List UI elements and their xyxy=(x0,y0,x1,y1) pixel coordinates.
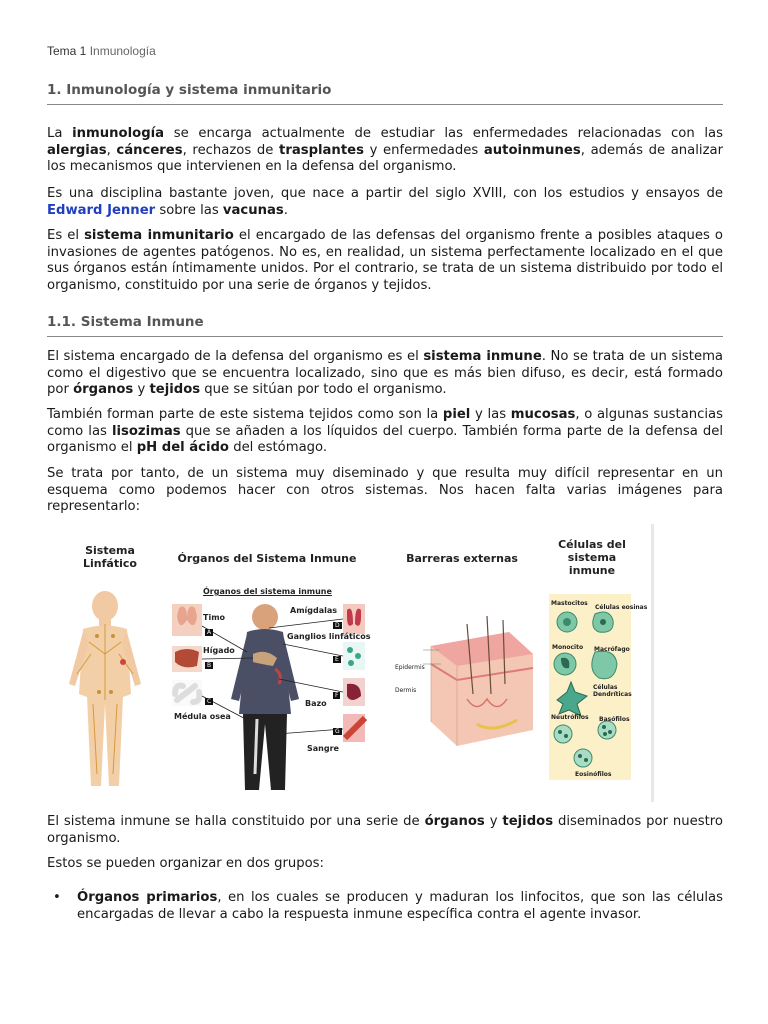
list-item: • Órganos primarios, en los cuales se producen y maduran los linfocitos, que son las células encargadas de llevar a cabo la respuesta inmune específica contra el agente invasor. xyxy=(53,890,723,922)
organs-subtitle: Órganos del sistema inmune xyxy=(203,587,332,596)
running-header xyxy=(47,44,156,58)
label-timo: Timo xyxy=(203,613,226,622)
figure-title-lymphatic: Sistema Linfático xyxy=(83,544,137,570)
section-1-title: 1. Inmunología y sistema inmunitario xyxy=(47,82,723,105)
organ-groups-list xyxy=(47,890,723,923)
cell-neutrofilos: Neutrófilos xyxy=(551,714,589,721)
cell-dendriticas: Células Dendríticas xyxy=(593,684,632,698)
edward-jenner-link[interactable]: Edward Jenner xyxy=(47,202,156,218)
section-1-paragraph-1: La inmunología se encarga actualmente de estudiar las enfermedades relacionadas con las alergias, cánceres, rechazos de trasplantes y enfermedades autoinmunes, además de analizar los mecanismos que intervienen en la defensa del organismo. xyxy=(47,126,723,174)
badge-b: B xyxy=(207,662,212,669)
label-epidermis: Epidermis xyxy=(395,664,425,671)
label-dermis: Dermis xyxy=(395,687,417,694)
badge-g: G xyxy=(335,728,340,735)
section-1-1-paragraph-1: El sistema encargado de la defensa del organismo es el sistema inmune. No se trata de un sistema como el digestivo que se encuentra localizado, sino que es más bien difuso, es decir, está formado por órganos y tejidos que se sitúan por todo el organismo. xyxy=(47,349,724,397)
label-ganglios: Ganglios linfáticos xyxy=(287,632,371,641)
label-medula: Médula osea xyxy=(174,712,231,721)
badge-f: F xyxy=(335,692,339,699)
figure-title-barriers: Barreras externas xyxy=(406,552,518,565)
section-1-1-paragraph-2: También forman parte de este sistema tejidos como son la piel y las mucosas, o algunas sustancias como las lisozimas que se añaden a los líquidos del cuerpo. También forma parte de la defensa del organismo el pH del ácido del estómago. xyxy=(47,407,723,455)
badge-d: D xyxy=(335,622,340,629)
section-1-1-paragraph-5: Estos se pueden organizar en dos grupos: xyxy=(47,856,324,871)
section-1-1-paragraph-3: Se trata por tanto, de un sistema muy diseminado y que resulta muy difícil representar en un esquema como podemos hacer con otros sistemas. Nos hacen falta varias imágenes para representarlo: xyxy=(47,466,723,514)
label-amigdalas: Amígdalas xyxy=(290,606,338,615)
skin-barrier-illustration xyxy=(423,616,533,746)
immune-system-figure xyxy=(47,524,657,804)
cell-basofilos: Basófilos xyxy=(599,716,630,723)
header-tema: Tema 1 xyxy=(47,44,87,58)
section-1-1-paragraph-4: El sistema inmune se halla constituido por una serie de órganos y tejidos diseminados por nuestro organismo. xyxy=(47,814,723,846)
badge-a: A xyxy=(207,629,212,636)
section-1-paragraph-2: Es una disciplina bastante joven, que nace a partir del siglo XVIII, con los estudios y ensayos de Edward Jenner sobre las vacunas. xyxy=(47,186,723,218)
cell-eosinofilos: Eosinófilos xyxy=(575,771,612,778)
figure-title-cells: Células del sistema inmune xyxy=(558,538,626,577)
badge-e: E xyxy=(335,656,339,663)
cell-macrofago: Macrófago xyxy=(594,646,630,653)
badge-c: C xyxy=(207,698,212,705)
cell-eosinas: Células eosinas xyxy=(595,604,648,611)
label-bazo: Bazo xyxy=(305,699,327,708)
cell-mastocitos: Mastocitos xyxy=(551,600,588,607)
header-chapter: Inmunología xyxy=(89,44,156,58)
label-higado: Hígado xyxy=(203,646,235,655)
figure-title-organs: Órganos del Sistema Inmune xyxy=(177,552,357,565)
section-1-paragraph-3: Es el sistema inmunitario el encargado de las defensas del organismo frente a posibles ataques o invasiones de agentes patógenos. No es, en realidad, un sistema perfectamente localizado en el que sus órganos están íntimamente unidos. Por el contrario, se trata de un sistema distribuido por todo el organismo, constituido por una serie de órganos y tejidos. xyxy=(47,228,723,293)
label-sangre: Sangre xyxy=(307,744,339,753)
lymphatic-body-illustration xyxy=(69,591,141,786)
bullet-icon: • xyxy=(53,890,61,905)
cell-monocito: Monocito xyxy=(552,644,584,651)
section-1-1-title: 1.1. Sistema Inmune xyxy=(47,314,723,337)
